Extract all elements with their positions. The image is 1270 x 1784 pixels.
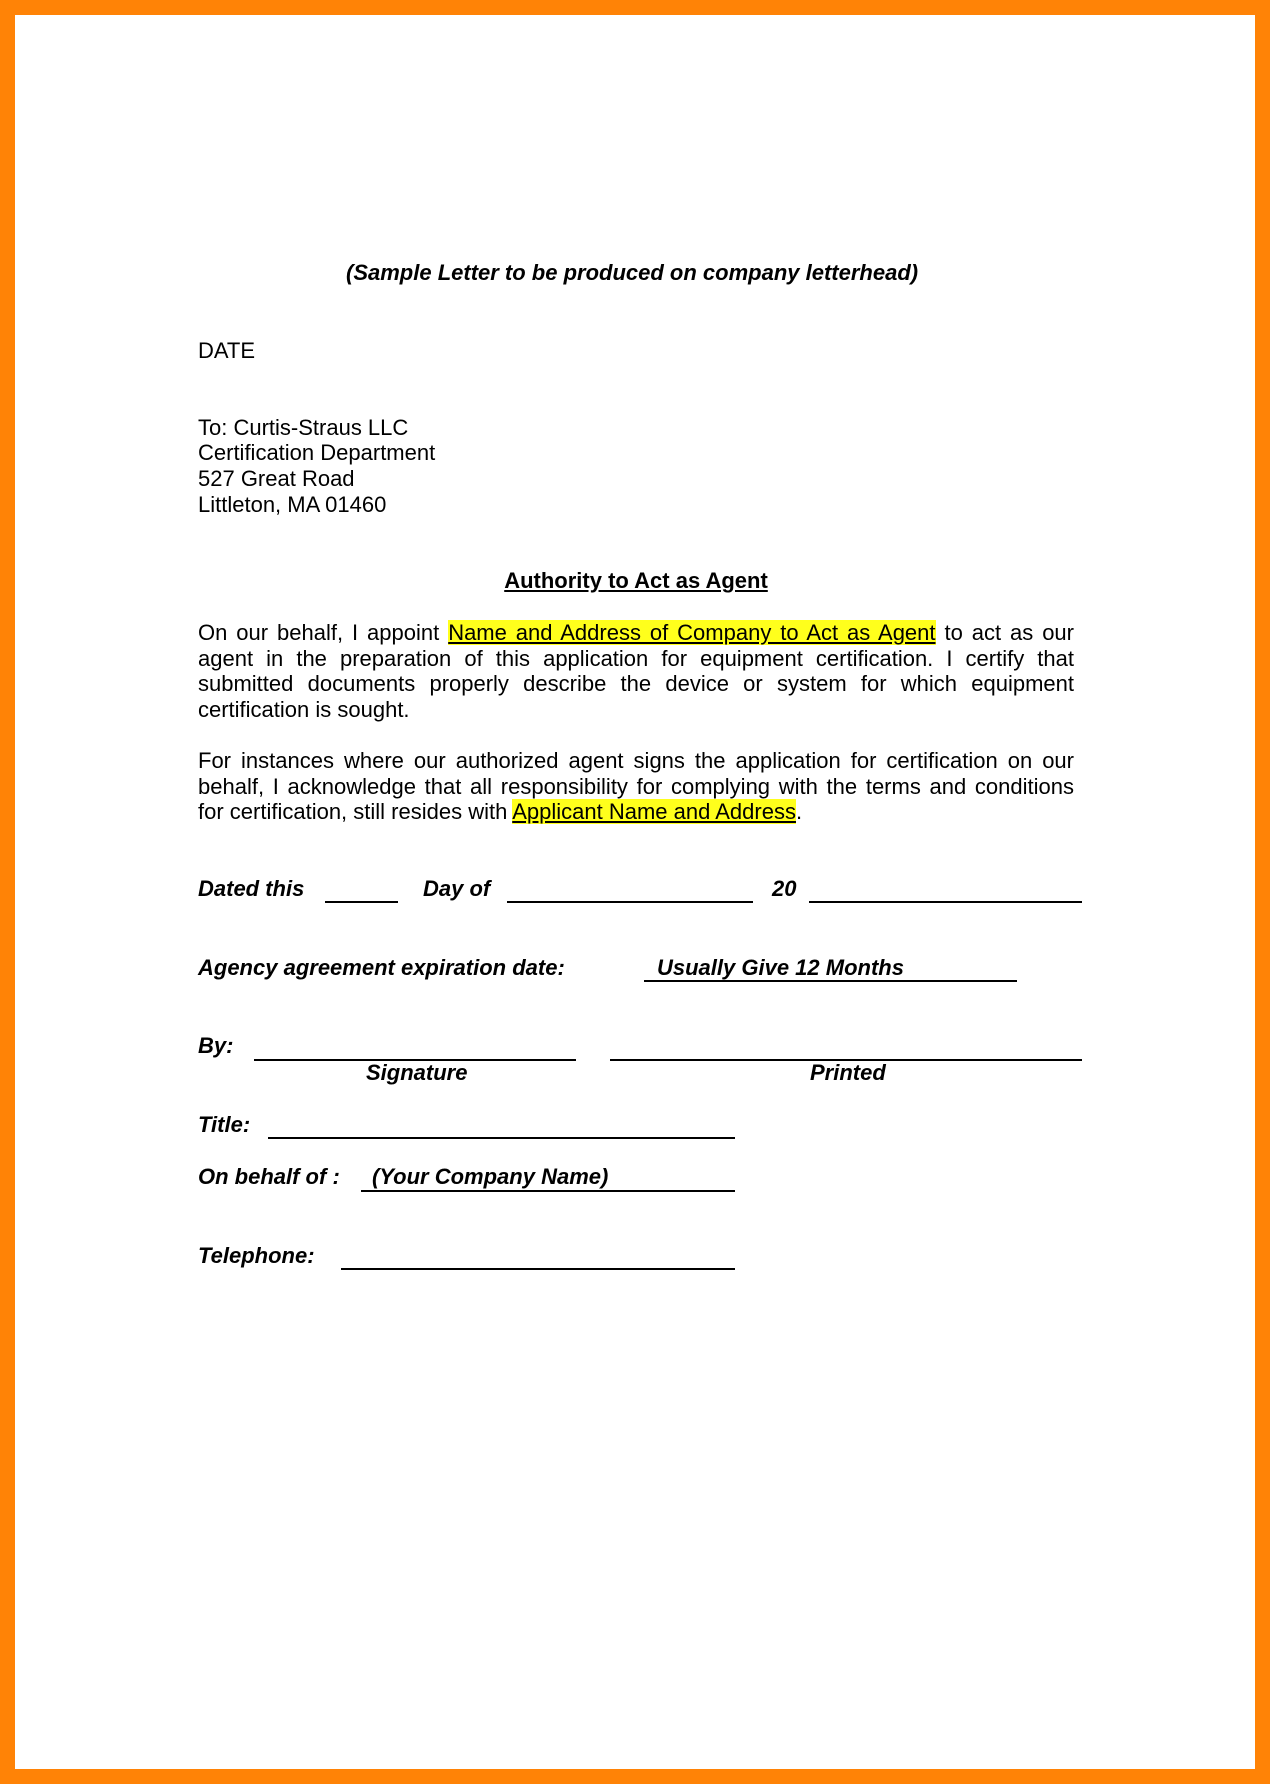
paragraph-responsibility-text-1: For instances where our authorized agent signs the application for certification on our behalf, I acknowledge that all responsibility for complying with the terms and conditions for certification, still resides with: [198, 748, 1074, 824]
agent-name-placeholder: Name and Address of Company to Act as Agent: [448, 620, 936, 645]
expiration-label: Agency agreement expiration date:: [198, 955, 565, 980]
month-line[interactable]: [507, 901, 753, 903]
date-placeholder: DATE: [198, 338, 256, 363]
printed-caption: Printed: [810, 1060, 886, 1085]
signature-caption: Signature: [366, 1060, 468, 1085]
company-name-placeholder: (Your Company Name): [372, 1164, 609, 1189]
paragraph-responsibility-text-2: .: [795, 799, 803, 824]
title-line[interactable]: [268, 1137, 735, 1139]
paragraph-responsibility: [198, 748, 1074, 825]
letterhead-note: (Sample Letter to be produced on company letterhead): [346, 260, 919, 285]
day-number-line[interactable]: [325, 901, 398, 903]
telephone-line[interactable]: [341, 1268, 735, 1270]
letter-heading: Authority to Act as Agent: [504, 568, 768, 593]
by-label: By:: [198, 1033, 234, 1058]
recipient-line-3: 527 Great Road: [198, 466, 355, 491]
applicant-name-placeholder: Applicant Name and Address: [512, 799, 796, 824]
paragraph-appointment-text-1: On our behalf, I appoint: [198, 620, 449, 645]
year-line[interactable]: [809, 901, 1082, 903]
on-behalf-label: On behalf of :: [198, 1164, 340, 1189]
dated-this-label: Dated this: [198, 876, 305, 901]
telephone-label: Telephone:: [198, 1243, 315, 1268]
recipient-line-4: Littleton, MA 01460: [198, 492, 387, 517]
expiration-value: Usually Give 12 Months: [657, 955, 904, 980]
recipient-line-1: To: Curtis-Straus LLC: [198, 415, 409, 440]
title-label: Title:: [198, 1112, 251, 1137]
expiration-line[interactable]: [644, 980, 1017, 982]
company-name-line[interactable]: [361, 1190, 735, 1192]
recipient-line-2: Certification Department: [198, 440, 436, 465]
paragraph-appointment-text-2: to act as our agent in the preparation of this application for equipment certification. I certify that submitted documents properly describe the device or system for which equipment certification is sought.: [198, 620, 1074, 722]
paragraph-appointment: [198, 620, 1074, 722]
day-of-label: Day of: [423, 876, 491, 901]
year-prefix: 20: [772, 876, 797, 901]
